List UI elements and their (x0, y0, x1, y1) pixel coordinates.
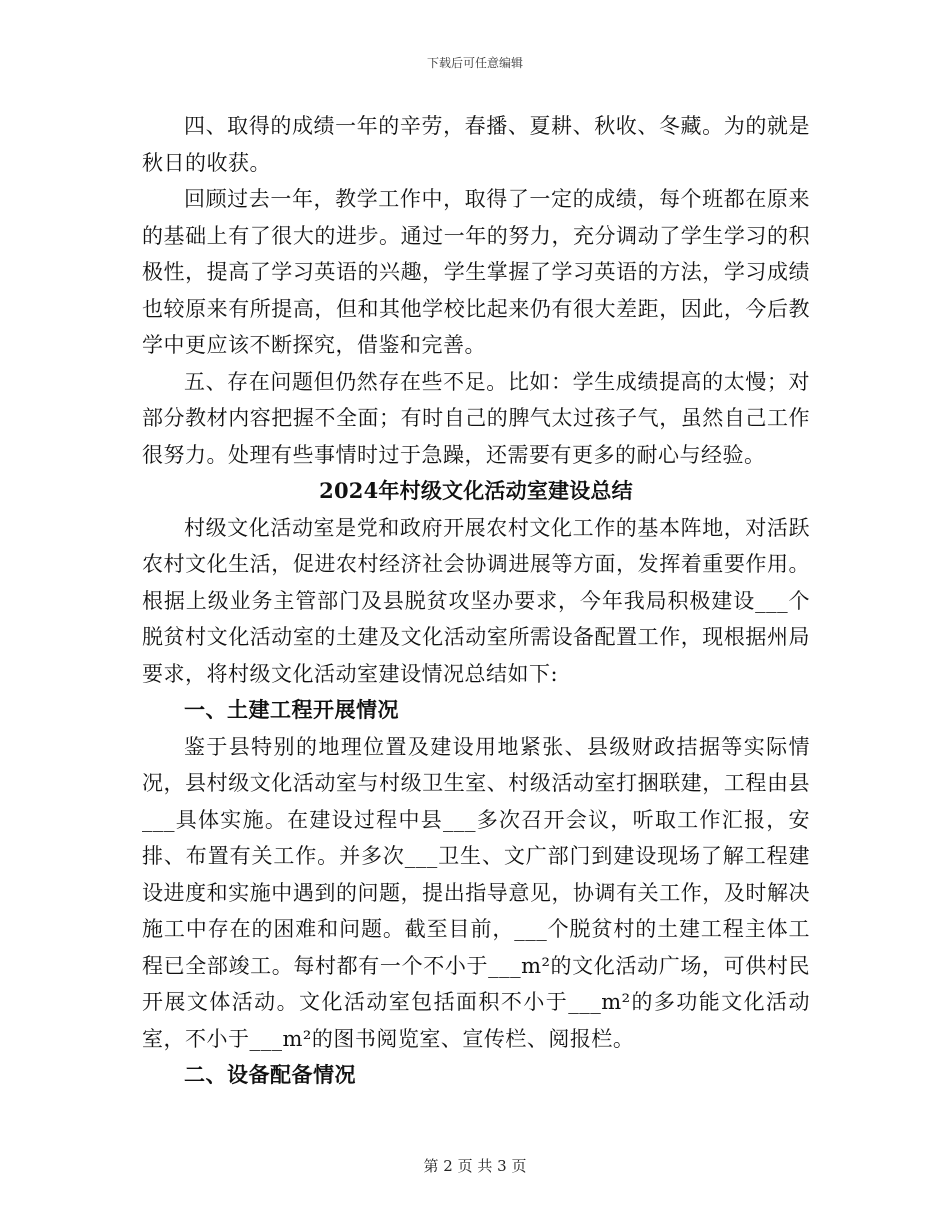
page-footer: 第 2 页 共 3 页 (423, 1157, 527, 1175)
document-title: 2024年村级文化活动室建设总结 (319, 478, 633, 503)
paragraph-problems: 五、存在问题但仍然存在些不足。比如：学生成绩提高的太慢；对部分教材内容把握不全面；有时自己的脾气太过孩子气，虽然自己工作很努力。处理有些事情时过于急躁，还需要有更多的耐心与经验。 (142, 369, 810, 467)
paragraph-construction: 鉴于县特别的地理位置及建设用地紧张、县级财政拮据等实际情况，县村级文化活动室与村级卫生室、村级活动室打捆联建，工程由县___具体实施。在建设过程中县___多次召开会议，听取工作汇报，安排、布置有关工作。并多次___卫生、文广部门到建设现场了解工程建设进度和实施中遇到的问题，提出指导意见，协调有关工作，及时解决施工中存在的困难和问题。截至目前，___个脱贫村的土建工程主体工程已全部竣工。每村都有一个不小于___m²的文化活动广场，可供村民开展文体活动。文化活动室包括面积不小于___m²的多功能文化活动室，不小于___m²的图书阅览室、宣传栏、阅报栏。 (142, 734, 810, 1051)
paragraph-achievements: 四、取得的成绩一年的辛劳，春播、夏耕、秋收、冬藏。为的就是秋日的收获。 (142, 114, 810, 175)
document-body (142, 108, 810, 1094)
section-heading-construction: 一、土建工程开展情况 (184, 697, 399, 722)
paragraph-review: 回顾过去一年，教学工作中，取得了一定的成绩，每个班都在原来的基础上有了很大的进步。通过一年的努力，充分调动了学生学习的积极性，提高了学习英语的兴趣，学生掌握了学习英语的方法，学习成绩也较原来有所提高，但和其他学校比起来仍有很大差距，因此，今后教学中更应该不断探究，借鉴和完善。 (142, 187, 810, 357)
section-heading-equipment: 二、设备配备情况 (184, 1062, 356, 1087)
paragraph-intro: 村级文化活动室是党和政府开展农村文化工作的基本阵地，对活跃农村文化生活，促进农村经济社会协调进展等方面，发挥着重要作用。根据上级业务主管部门及县脱贫攻坚办要求，今年我局积极建设___个脱贫村文化活动室的土建及文化活动室所需设备配置工作，现根据州局要求，将村级文化活动室建设情况总结如下: (142, 515, 810, 686)
page-header: 下载后可任意编辑 (426, 56, 523, 70)
